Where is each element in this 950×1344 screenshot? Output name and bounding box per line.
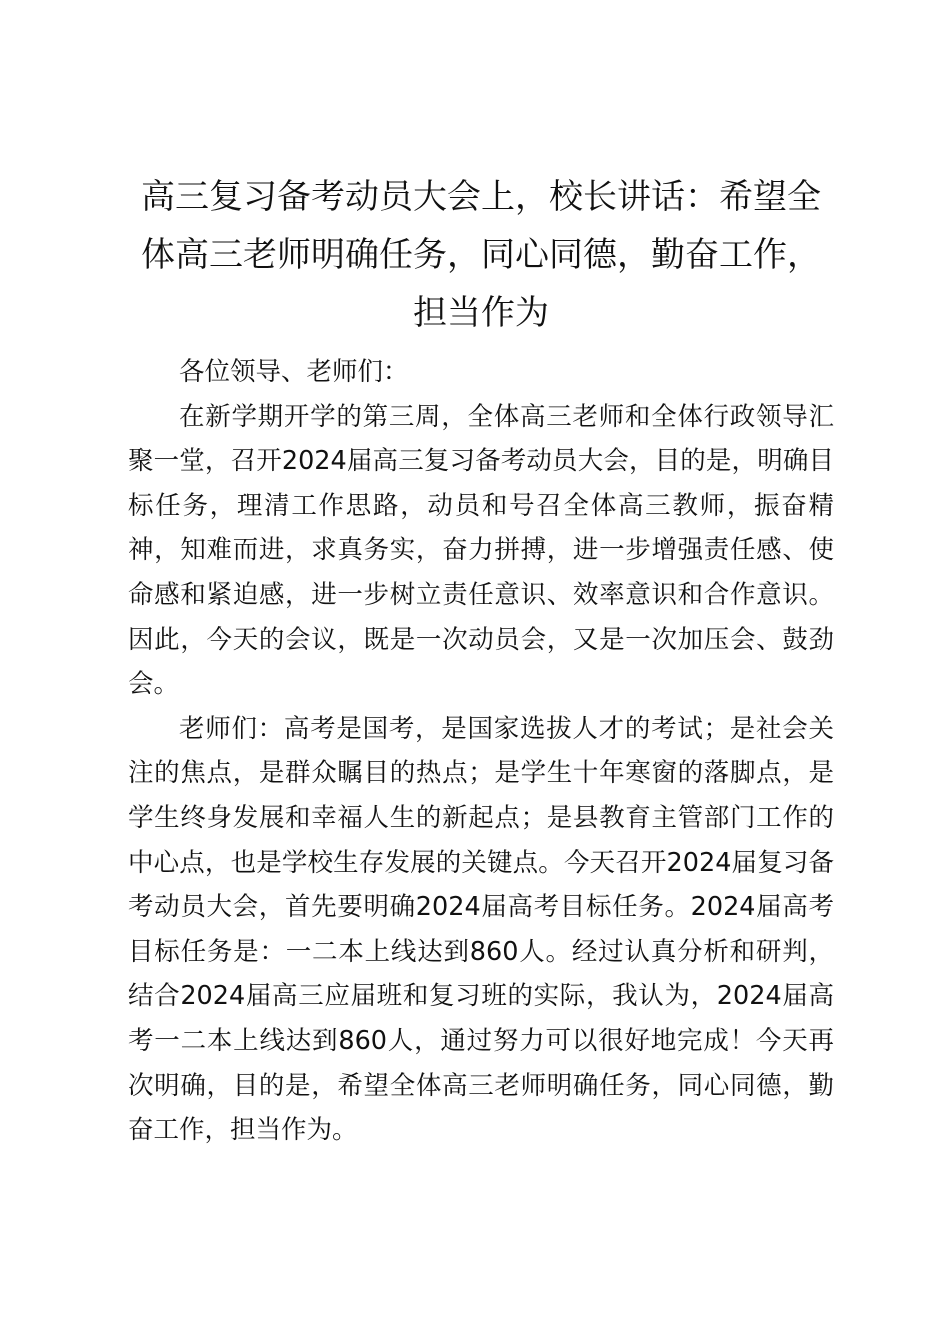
- document-title: 高三复习备考动员大会上，校长讲话：希望全体高三老师明确任务，同心同德，勤奋工作，担当作为: [141, 177, 821, 333]
- body-paragraph-1: 在新学期开学的第三周，全体高三老师和全体行政领导汇聚一堂，召开2024届高三复习备考动员大会，目的是，明确目标任务，理清工作思路，动员和号召全体高三教师，振奋精神，知难而进，求真务实，奋力拼搏，进一步增强责任感、使命感和紧迫感，进一步树立责任意识、效率意识和合作意识。因此，今天的会议，既是一次动员会，又是一次加压会、鼓劲会。: [128, 401, 834, 700]
- salutation-paragraph: 各位领导、老师们：: [179, 357, 409, 387]
- document-body: [128, 350, 834, 1153]
- document-content: [128, 168, 834, 1153]
- body-paragraph-2: 老师们：高考是国考，是国家选拔人才的考试；是社会关注的焦点，是群众瞩目的热点；是学生十年寒窗的落脚点，是学生终身发展和幸福人生的新起点；是县教育主管部门工作的中心点，也是学校生存发展的关键点。今天召开2024届复习备考动员大会，首先要明确2024届高考目标任务。2024届高考目标任务是：一二本上线达到860人。经过认真分析和研判，结合2024届高三应届班和复习班的实际，我认为，2024届高考一二本上线达到860人，通过努力可以很好地完成！今天再次明确，目的是，希望全体高三老师明确任务，同心同德，勤奋工作，担当作为。: [128, 713, 834, 1146]
